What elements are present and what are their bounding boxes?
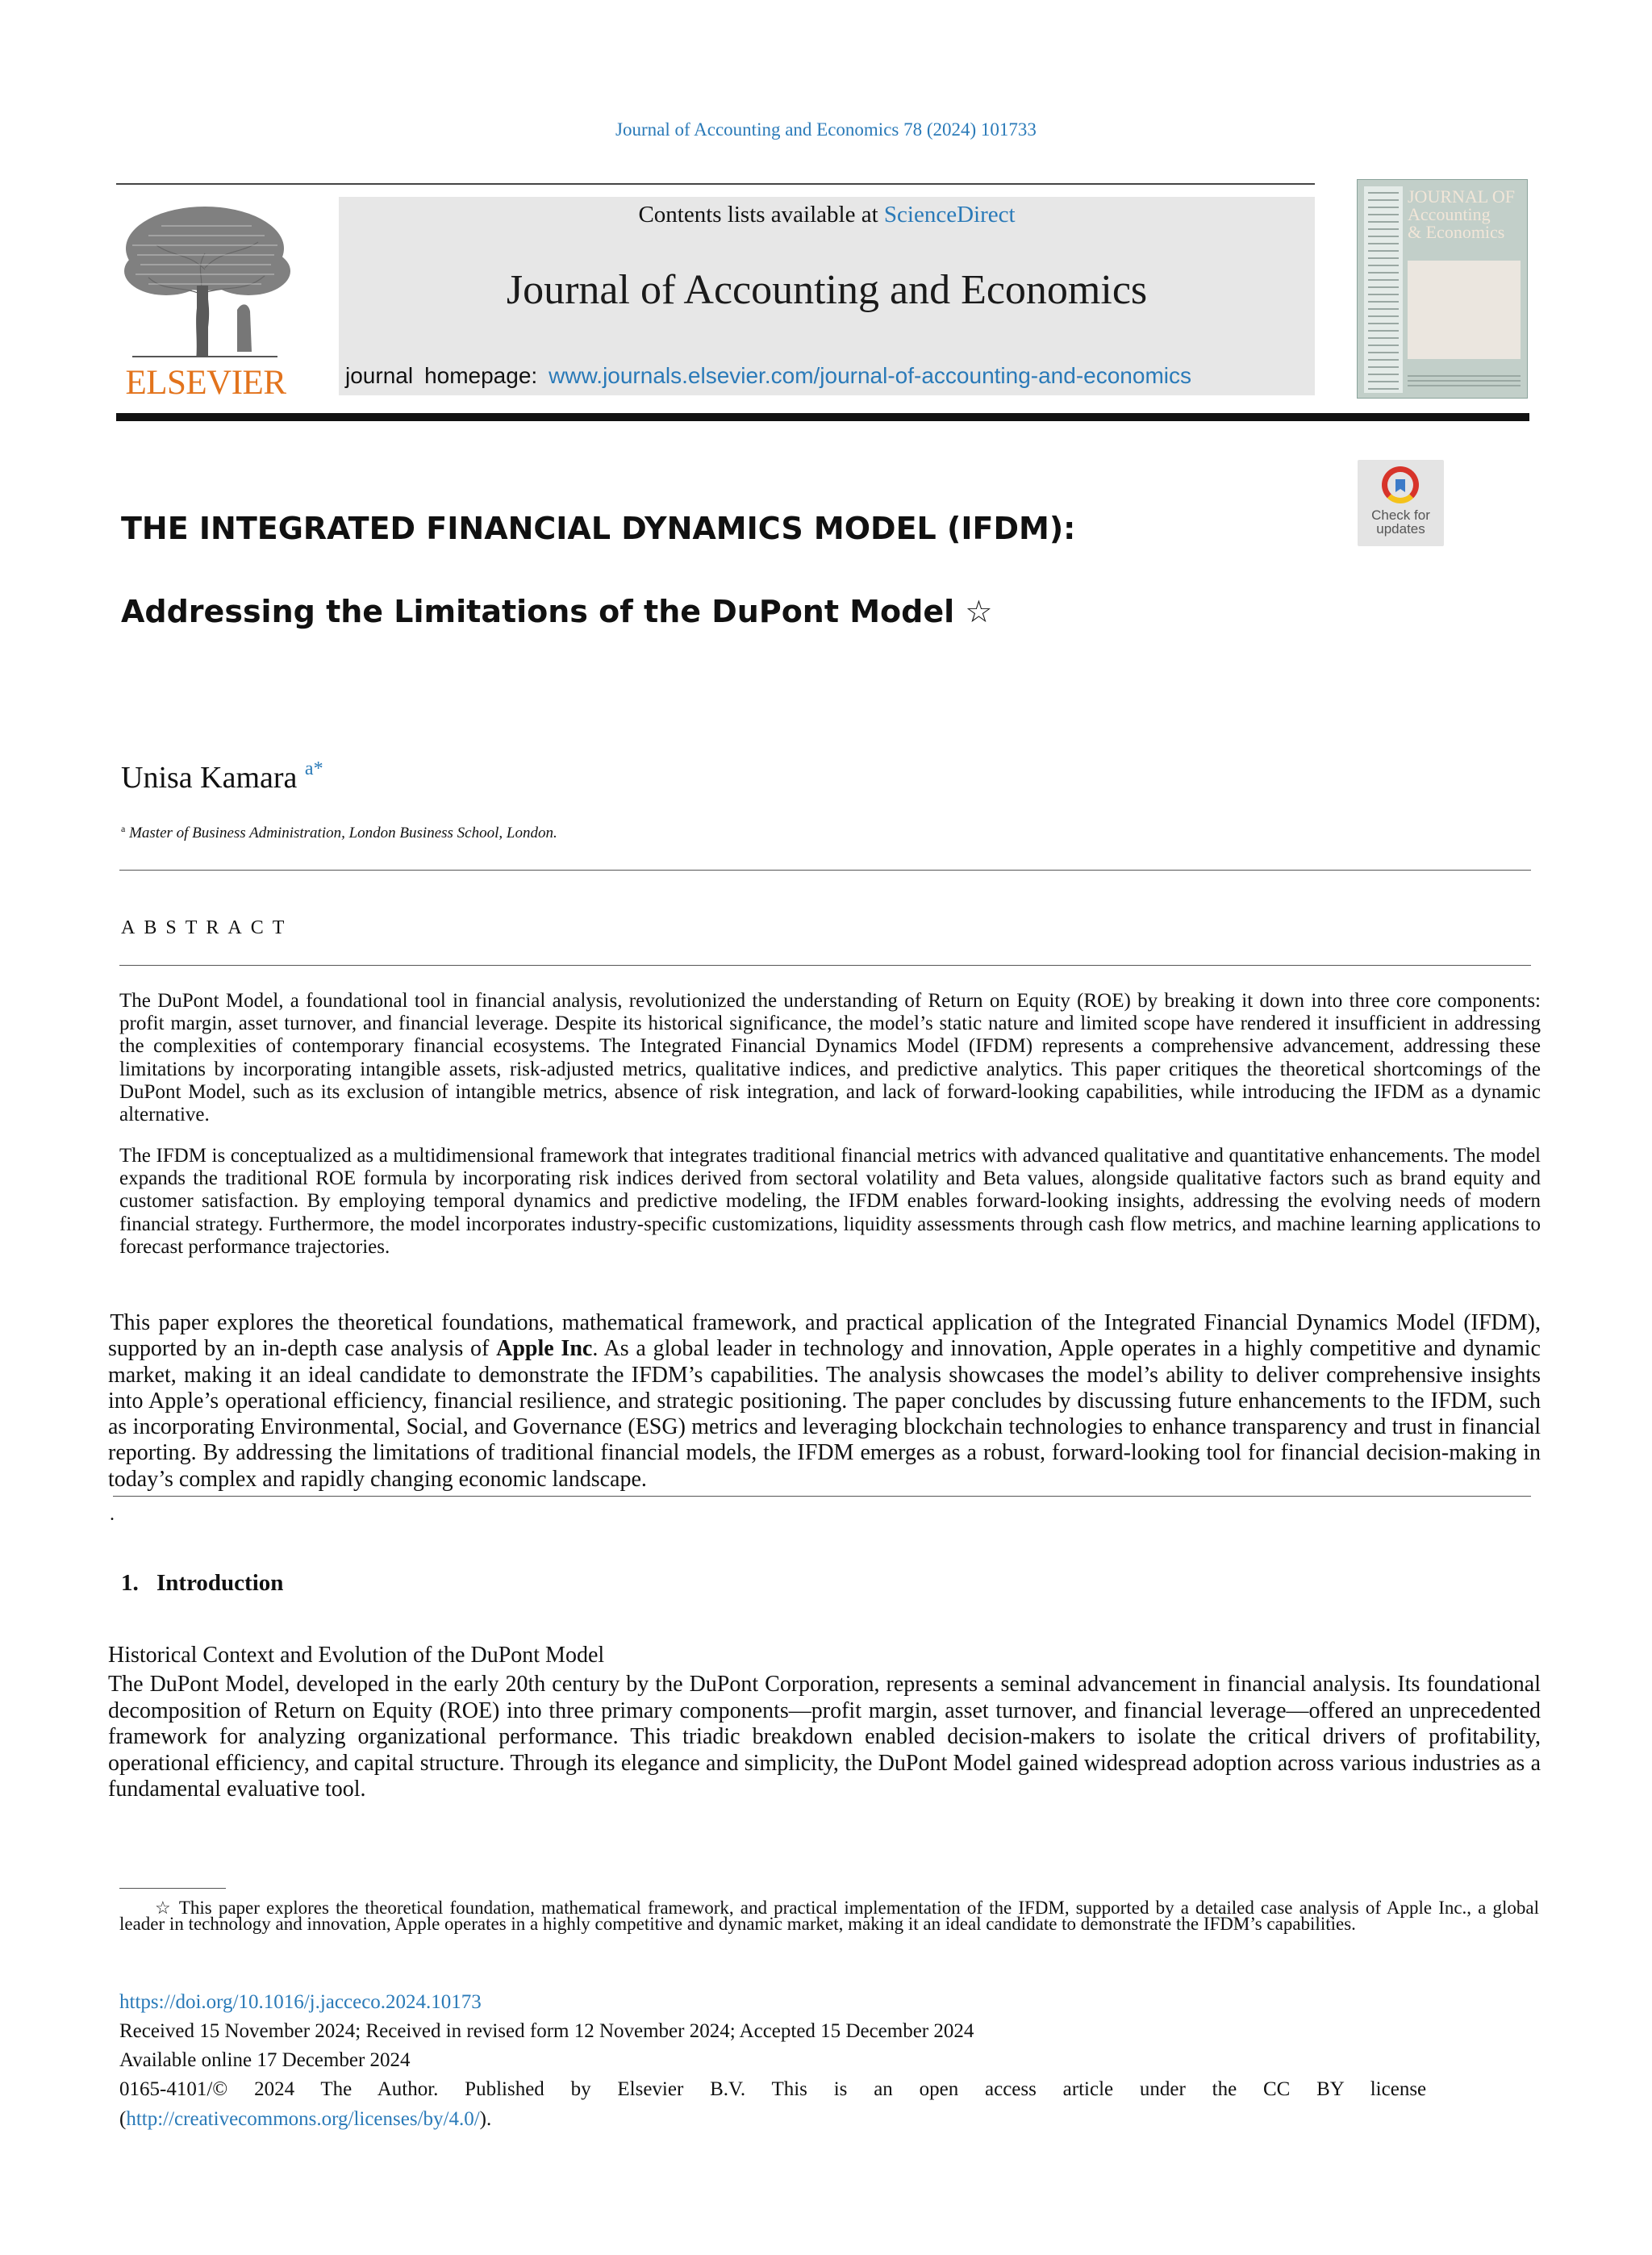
affiliation-marker: a [121,823,126,834]
elsevier-tree-icon [116,197,295,358]
footnote-rule [119,1888,226,1889]
article-title-line1: THE INTEGRATED FINANCIAL DYNAMICS MODEL (IFDM): [121,511,1076,546]
journal-banner [339,197,1315,395]
bookmark-icon [1382,466,1419,503]
author-line [121,758,323,796]
copyright-word: B.V. [710,2078,746,2100]
cover-image [1408,261,1521,359]
journal-homepage [345,363,1191,389]
running-head[interactable]: Journal of Accounting and Economics 78 (2024) 101733 [615,119,1037,140]
homepage-label-2: homepage: [424,363,538,388]
copyright-word: by [570,2078,591,2100]
doi-link[interactable]: https://doi.org/10.1016/j.jacceco.2024.10173 [119,1991,482,2013]
copyright-word: the [1212,2078,1237,2100]
abstract-text: This paper explores the theoretical foundations, mathematical framework, and practical application of the Integrated Financial Dynamics Model (IFDM), supported by an in-depth case analysis of [108,1310,1541,1362]
copyright-word: open [919,2078,959,2100]
cover-title-line: & Economics [1408,222,1505,242]
available-online: Available online 17 December 2024 [119,2049,411,2071]
homepage-link[interactable]: www.journals.elsevier.com/journal-of-accounting-and-economics [549,363,1191,388]
section-number: 1. [121,1570,139,1596]
abstract-paragraph-2: The IFDM is conceptualized as a multidimensional framework that integrates traditional financial metrics with advanced qualitative and quantitative enhancements. The model expands the traditional ROE formula by incorporating risk indices derived from sectoral volatility and Beta values, alongside qualitative factors such as brand equity and customer satisfaction. By employing temporal dynamics and predictive modeling, the IFDM enables forward-looking insights, addressing the evolving needs of modern financial strategy. Furthermore, the model incorporates industry-specific customizations, liquidity assessments through cash flow metrics, and machine learning applications to forecast performance trajectories. [119,1145,1541,1258]
copyright-word: an [874,2078,893,2100]
contents-availability [339,202,1315,228]
journal-name: Journal of Accounting and Economics [506,267,1148,313]
author-name: Unisa Kamara [121,761,298,795]
footnote [119,1900,1539,1932]
section-heading [121,1570,283,1597]
license-paren: ). [479,2108,492,2130]
check-for-updates-badge[interactable] [1358,460,1444,546]
abstract-paragraph-1: The DuPont Model, a foundational tool in financial analysis, revolutionized the understanding of Return on Equity (ROE) by breaking it down into three core components: profit margin, asset turnover, and financial leverage. Despite its historical significance, the model’s static nature and limited scope have rendered it insufficient in addressing the complexities of contemporary financial ecosystems. The Integrated Financial Dynamics Model (IFDM) represents a comprehensive advancement, addressing these limitations by incorporating intangible assets, risk-adjusted metrics, qualitative indices, and predictive analytics. This paper critiques the theoretical shortcomings of the DuPont Model, such as its exclusion of intangible metrics, absence of risk integration, and lack of forward-looking capabilities, while introducing the IFDM as a dynamic alternative. [119,990,1541,1126]
affiliation-text: Master of Business Administration, London Business School, London. [129,825,557,841]
elsevier-logo [116,197,295,400]
contents-prefix: Contents lists available at [638,202,884,228]
introduction-paragraph: The DuPont Model, developed in the early 20th century by the DuPont Corporation, represents a seminal advancement in financial analysis. Its foundational decomposition of Return on Equity (ROE) into three primary components—profit margin, asset turnover, and financial leverage—offered an unprecedented framework for analyzing organizational performance. This triadic breakdown enabled decision-makers to isolate the critical drivers of profitability, operational efficiency, and capital structure. Through its elegance and simplicity, the DuPont Model gained widespread adoption across various industries as a fundamental evaluative tool. [108,1672,1541,1802]
cover-title-line: Accounting [1408,204,1491,224]
copyright-word: 2024 [254,2078,295,2100]
abstract-bold-company: Apple Inc [496,1336,593,1362]
footnote-star-icon: ☆ [155,1898,173,1918]
divider [119,965,1531,966]
copyright-word: license [1370,2078,1427,2100]
copyright-word: This [771,2078,807,2100]
abstract-text: . As a global leader in technology and innovation, Apple operates in a highly competitive and dynamic market, making it an ideal candidate to demonstrate the IFDM’s capabilities. The analysis showcases the model’s ability to deliver comprehensive insights into Apple’s operational efficiency, financial resilience, and strategic positioning. The paper concludes by discussing future enhancements to the IFDM, such as incorporating Environmental, Social, and Governance (ESG) metrics and leveraging blockchain technologies to enhance transparency and trust in financial reporting. By addressing the limitations of traditional financial models, the IFDM emerges as a robust, forward-looking tool for financial decision-making in today’s complex and rapidly changing economic landscape. [108,1336,1541,1492]
copyright-word: access [985,2078,1037,2100]
title-footnote-star-icon[interactable]: ☆ [965,594,993,629]
copyright-word: article [1062,2078,1114,2100]
received-dates: Received 15 November 2024; Received in revised form 12 November 2024; Accepted 15 December 2024 [119,2020,974,2042]
cover-title [1408,188,1522,241]
abstract-paragraph-3 [108,1310,1541,1493]
cover-contents-strip [1364,186,1403,393]
license-line [119,2108,491,2131]
homepage-label-1: journal [345,363,414,388]
journal-cover-thumbnail[interactable] [1357,179,1528,399]
cover-title-line: JOURNAL OF [1408,186,1516,207]
subsection-heading: Historical Context and Evolution of the DuPont Model [108,1643,605,1668]
copyright-word: BY [1316,2078,1344,2100]
cover-footer [1408,372,1521,386]
copyright-line [119,2078,1426,2101]
section-title: Introduction [156,1570,284,1596]
abstract-heading: ABSTRACT [121,917,294,938]
check-updates-label [1358,508,1444,536]
copyright-word: under [1139,2078,1186,2100]
copyright-word: The [320,2078,353,2100]
copyright-word: CC [1262,2078,1291,2100]
affiliation [121,823,557,842]
header-top-rule [116,183,1315,185]
copyright-word: Elsevier [617,2078,684,2100]
article-title-line2 [121,594,992,629]
copyright-word: Author. Published [377,2078,544,2100]
sciencedirect-link[interactable]: ScienceDirect [883,202,1016,228]
check-updates-line: updates [1376,521,1425,537]
elsevier-wordmark: ELSEVIER [125,364,286,402]
divider [113,1496,1531,1497]
divider [119,870,1531,871]
article-subtitle: Addressing the Limitations of the DuPont Model [121,594,955,629]
author-affiliation-marker[interactable]: a* [304,758,323,779]
license-link[interactable]: http://creativecommons.org/licenses/by/4.0/ [126,2108,480,2130]
copyright-word: 0165-4101/© [119,2078,228,2100]
copyright-word: is [833,2078,848,2100]
stray-dot: . [110,1504,115,1525]
check-updates-line: Check for [1371,507,1430,523]
footnote-text: This paper explores the theoretical foundation, mathematical framework, and practical implementation of the IFDM, supported by a detailed case analysis of Apple Inc., a global leader in technology and innovation, Apple operates in a highly competitive and dynamic market, making it an ideal candidate to demonstrate the IFDM’s capabilities. [119,1898,1540,1934]
header-thick-rule [116,413,1529,421]
license-paren: ( [119,2108,127,2130]
